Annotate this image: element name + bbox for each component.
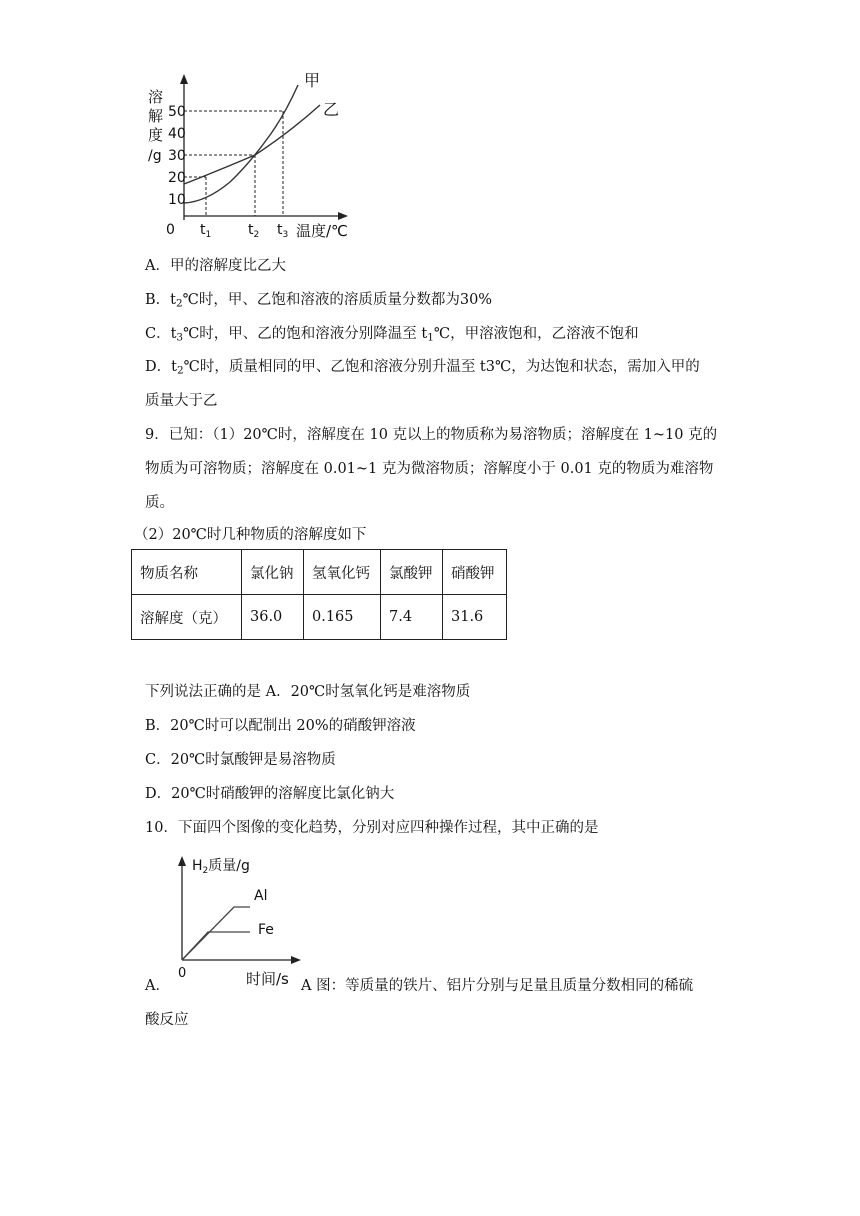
table-cell: 硝酸钾 [443, 550, 507, 595]
line-fe [182, 932, 250, 960]
q8-option-b-pre: B．t [145, 292, 176, 308]
table-cell: 溶解度（克） [132, 595, 242, 640]
line-al [182, 907, 250, 960]
origin-label: 0 [166, 222, 175, 238]
q9-stem-line3: 质。 [145, 495, 174, 511]
q9-table-caption: （2）20℃时几种物质的溶解度如下 [134, 527, 367, 543]
q9-stem-line1: 9．已知：（1）20℃时，溶解度在 10 克以上的物质称为易溶物质；溶解度在 1~10 克的 [145, 427, 718, 443]
q8-option-c-pre: C．t [145, 326, 177, 342]
q8-option-b-sub: 2 [175, 297, 183, 310]
q9-option-c: C．20℃时氯酸钾是易溶物质 [145, 752, 336, 768]
y-axis-label-3: 度 [148, 126, 164, 144]
table-cell: 36.0 [242, 595, 304, 640]
q10-option-a-label: A． [145, 978, 170, 994]
q8-option-b [145, 290, 492, 314]
x-tick-t1: $t_1$ [200, 222, 212, 240]
table-cell: 氯酸钾 [381, 550, 443, 595]
curve-label-yi: 乙 [323, 100, 340, 119]
y-tick: 10 [168, 192, 186, 208]
q8-option-d-pre: D．t [145, 359, 177, 375]
solubility-table [131, 549, 507, 640]
curve-yi [184, 105, 320, 184]
y-tick: 30 [168, 148, 186, 164]
q8-option-a: A．甲的溶解度比乙大 [145, 258, 286, 274]
series-label-fe: Fe [258, 922, 274, 938]
q9-question: 下列说法正确的是 A．20℃时氢氧化钙是难溶物质 [145, 684, 471, 700]
q8-option-b-post: ℃时，甲、乙饱和溶液的溶质质量分数都为30% [182, 292, 493, 308]
table-cell: 氯化钠 [242, 550, 304, 595]
y-axis-arrow [178, 856, 186, 866]
h2-mass-figure [168, 852, 308, 992]
q9-option-d: D．20℃时硝酸钾的溶解度比氯化钠大 [145, 786, 395, 802]
q8-option-c-sub1: 3 [176, 331, 184, 344]
y-tick: 20 [168, 170, 186, 186]
q8-option-d [145, 357, 700, 381]
x-axis-arrow [291, 956, 301, 964]
origin-label: 0 [178, 966, 187, 981]
table-cell: 物质名称 [132, 550, 242, 595]
y-axis-label-1: 溶 [148, 88, 164, 106]
q8-option-d-post: ℃时，质量相同的甲、乙饱和溶液分别升温至 t3℃，为达饱和状态，需加入甲的 [183, 359, 700, 375]
y-tick: 40 [168, 126, 186, 142]
q10-option-a-cont: 酸反应 [145, 1012, 189, 1028]
q9-option-b: B．20℃时可以配制出 20%的硝酸钾溶液 [145, 718, 416, 734]
y-axis-label-4: /g [148, 148, 162, 164]
curve-jia [184, 85, 298, 203]
y-axis-label-2: 解 [148, 107, 164, 125]
x-tick-t3: $t_3$ [277, 222, 289, 240]
q8-option-c-mid: ℃时，甲、乙的饱和溶液分别降温至 t [183, 326, 428, 342]
q9-stem-line2: 物质为可溶物质；溶解度在 0.01~1 克为微溶物质；溶解度小于 0.01 克的物质为难溶物 [145, 461, 714, 477]
curve-label-jia: 甲 [304, 71, 321, 90]
series-label-al: Al [254, 888, 268, 904]
q10-stem: 10．下面四个图像的变化趋势，分别对应四种操作过程，其中正确的是 [145, 820, 599, 836]
table-cell: 31.6 [443, 595, 507, 640]
table-cell: 氢氧化钙 [304, 550, 381, 595]
y-axis-label: $H_2$质量/g [192, 858, 250, 876]
x-axis-label: 时间/s [246, 970, 289, 988]
q8-option-c-sub2: 1 [427, 331, 434, 344]
table-row [132, 550, 507, 595]
q8-option-c [145, 324, 639, 348]
table-cell: 7.4 [381, 595, 443, 640]
table-row [132, 595, 507, 640]
q8-option-c-post: ℃，甲溶液饱和，乙溶液不饱和 [433, 326, 639, 342]
q10-option-a-text: A 图：等质量的铁片、铝片分别与足量且质量分数相同的稀硫 [301, 978, 694, 994]
solubility-curve-figure [140, 70, 355, 240]
y-axis-arrow [180, 74, 188, 84]
q8-option-d-cont: 质量大于乙 [145, 393, 218, 409]
x-axis-arrow [338, 212, 348, 220]
table-cell: 0.165 [304, 595, 381, 640]
x-tick-t2: $t_2$ [248, 222, 260, 240]
y-tick: 50 [168, 104, 186, 120]
q8-option-d-sub: 2 [176, 364, 184, 377]
x-axis-label: 温度/℃ [296, 222, 348, 240]
